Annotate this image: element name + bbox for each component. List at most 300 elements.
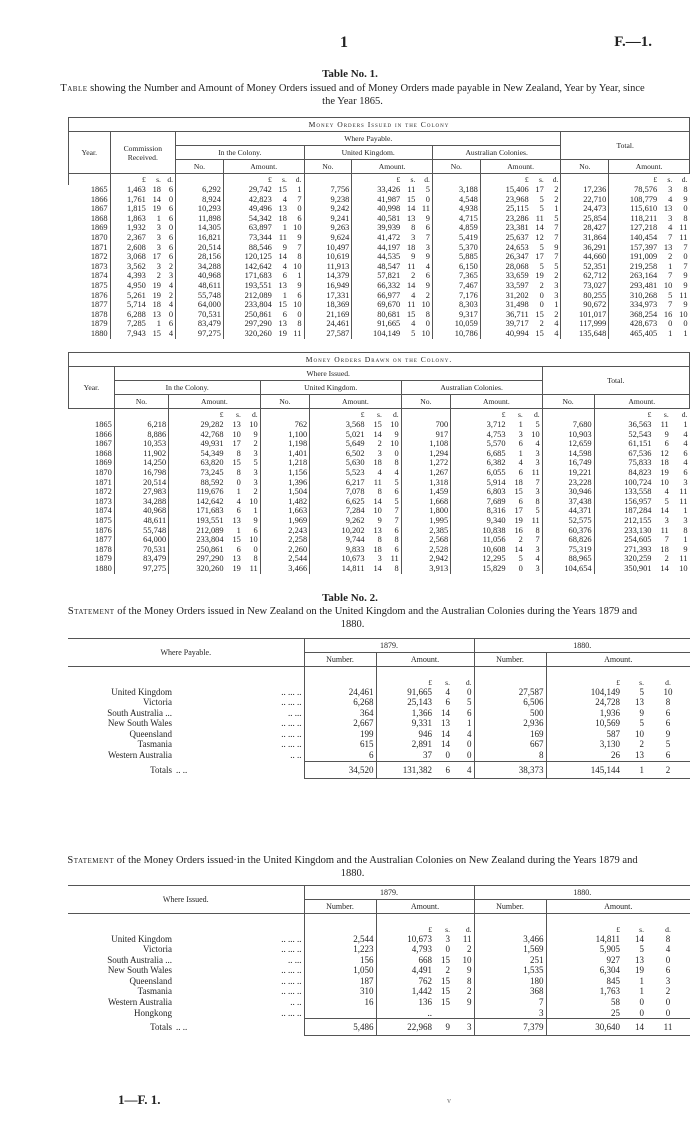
amount-pence: 9 bbox=[297, 280, 302, 290]
place-name: Tasmania bbox=[137, 986, 172, 997]
pence-1880: 9 bbox=[665, 728, 671, 739]
amount-pounds: 44,197 bbox=[352, 243, 402, 253]
amount-pounds: 293,481 bbox=[609, 281, 659, 291]
unit-pounds: £ bbox=[223, 174, 273, 186]
amount-pounds: 42,823 bbox=[223, 195, 273, 205]
table-row bbox=[69, 252, 690, 262]
amount-pence: 6 bbox=[425, 223, 430, 233]
place-name: South Australia ... bbox=[107, 954, 172, 965]
year-cell: 1877 bbox=[90, 300, 108, 310]
pounds-1879: 10,673 bbox=[376, 934, 434, 945]
amount-shillings: 19 bbox=[535, 271, 544, 281]
drawn-colony-header: In the Colony. bbox=[114, 381, 260, 395]
amount-shillings: 7 bbox=[668, 271, 673, 281]
amount-shillings: 7 bbox=[668, 232, 673, 242]
amount-shillings: 12 bbox=[535, 232, 544, 242]
pence-1879: 9 bbox=[467, 997, 472, 1008]
amount-shillings: 2 bbox=[411, 271, 416, 281]
number-1880: 251 bbox=[474, 955, 546, 966]
table-row bbox=[69, 468, 690, 478]
amount-pence: 9 bbox=[425, 280, 430, 290]
amount-shillings: 11 bbox=[373, 477, 382, 487]
unit-pounds: £ bbox=[546, 914, 622, 934]
amount-pence: 1 bbox=[297, 271, 302, 281]
total-number: 60,376 bbox=[542, 526, 594, 536]
table-row bbox=[69, 535, 690, 545]
leader-dots: .. ... .. bbox=[281, 944, 302, 955]
shillings-1879: 6 bbox=[445, 697, 451, 708]
table-row bbox=[69, 564, 690, 574]
issued-amount-header: Amount. bbox=[223, 160, 304, 174]
amount-shillings: 1 bbox=[282, 290, 287, 300]
amount-pounds: 6,055 bbox=[451, 468, 508, 478]
drawn-no-header: No. bbox=[542, 395, 594, 409]
colony-number: 97,275 bbox=[114, 564, 168, 574]
leader-dots: .. ... .. bbox=[281, 933, 302, 944]
amount-pence: 8 bbox=[394, 563, 399, 573]
colony-number: 11,898 bbox=[176, 214, 224, 224]
statement1-table bbox=[68, 638, 690, 779]
commission-pounds: 3,068 bbox=[110, 252, 148, 262]
uk-number: 1,663 bbox=[260, 506, 309, 516]
total-number: 12,659 bbox=[542, 439, 594, 449]
amount-shillings: 15 bbox=[373, 420, 382, 429]
amount-shillings: 2 bbox=[539, 319, 544, 329]
unit-pence: d. bbox=[665, 677, 671, 687]
drawn-amount-header: Amount. bbox=[594, 395, 689, 409]
amount-pounds: 108,779 bbox=[609, 195, 659, 205]
table-row bbox=[69, 458, 690, 468]
amount-shillings: 11 bbox=[278, 232, 287, 242]
pounds-1879: 25,143 bbox=[376, 697, 434, 708]
amount-pounds: 465,405 bbox=[609, 329, 659, 339]
amount-pounds: 119,676 bbox=[169, 487, 226, 497]
amount-pounds: 271,393 bbox=[594, 545, 653, 555]
total-pence: 11 bbox=[646, 1019, 690, 1036]
pence-1879: 11 bbox=[462, 933, 472, 944]
unit-pounds: £ bbox=[376, 914, 434, 934]
place-name: United Kingdom bbox=[111, 933, 172, 944]
amount-pence: 1 bbox=[683, 506, 688, 516]
amount-pence: 4 bbox=[425, 261, 430, 271]
total-number: 101,017 bbox=[561, 310, 609, 320]
total-number: 38,373 bbox=[474, 761, 546, 778]
total-pounds: 30,640 bbox=[546, 1019, 622, 1036]
pounds-1879: 9,331 bbox=[376, 718, 434, 729]
amount-pounds: 115,610 bbox=[609, 204, 659, 214]
amount-pence: 10 bbox=[679, 563, 688, 573]
amount-shillings: 16 bbox=[663, 309, 673, 319]
colony-number: 8,886 bbox=[114, 430, 168, 440]
table-row bbox=[68, 944, 690, 955]
drawn-section-header: Money Orders Drawn on the Colony. bbox=[69, 353, 690, 367]
amount-pounds: 6,382 bbox=[451, 458, 508, 468]
amount-shillings: 19 bbox=[514, 515, 523, 525]
amount-pounds: 42,768 bbox=[169, 430, 226, 440]
place-name: Queensland bbox=[129, 728, 172, 739]
amount-pounds: 49,931 bbox=[169, 439, 226, 449]
shillings-1880: 0 bbox=[639, 1007, 645, 1018]
table1-caption-text: showing the Number and Amount of Money Orders issued and of Money Orders made payable in New Zealand, Year by Year, since the Year 1865. bbox=[87, 83, 645, 107]
uk-number: 7,756 bbox=[304, 185, 352, 195]
amount-pounds: 4,753 bbox=[451, 430, 508, 440]
uk-number: 16,949 bbox=[304, 281, 352, 291]
uk-number: 2,243 bbox=[260, 526, 309, 536]
year-cell: 1875 bbox=[95, 515, 112, 525]
amount-shillings: 9 bbox=[411, 252, 416, 262]
number-1879: 187 bbox=[304, 976, 376, 987]
pence-1880: 8 bbox=[665, 933, 671, 944]
colony-number: 48,611 bbox=[176, 281, 224, 291]
colony-number: 83,479 bbox=[176, 319, 224, 329]
amount-shillings: 14 bbox=[373, 496, 382, 506]
amount-pence: 8 bbox=[253, 554, 258, 564]
amount-pounds: 88,546 bbox=[223, 243, 273, 253]
amount-pence: 10 bbox=[390, 439, 399, 449]
statement1-caption-lead: Statement bbox=[67, 606, 115, 617]
total-number: 34,520 bbox=[304, 761, 376, 778]
amount-shillings: 1 bbox=[518, 448, 523, 458]
table-row bbox=[69, 545, 690, 555]
year-cell: 1868 bbox=[95, 448, 112, 458]
amount-pence: 2 bbox=[554, 185, 559, 194]
amount-shillings: 15 bbox=[535, 328, 544, 338]
year-cell: 1879 bbox=[90, 319, 108, 329]
commission-pounds: 1,463 bbox=[110, 185, 148, 195]
amount-pounds: 297,290 bbox=[223, 319, 273, 329]
amount-shillings: 16 bbox=[514, 525, 523, 535]
issued-amount-header: Amount. bbox=[609, 160, 690, 174]
aus-number: 8,303 bbox=[432, 300, 480, 310]
year-cell: 1875 bbox=[90, 280, 108, 290]
amount-pounds: 191,009 bbox=[609, 252, 659, 262]
table-row bbox=[68, 955, 690, 966]
pounds-1880: 58 bbox=[546, 997, 622, 1008]
amount-pence: 0 bbox=[253, 544, 258, 554]
pence-1879 bbox=[452, 1008, 474, 1019]
drawn-uk-header: United Kingdom. bbox=[260, 381, 401, 395]
uk-number: 14,379 bbox=[304, 271, 352, 281]
table-row bbox=[68, 976, 690, 987]
amount-shillings: 3 bbox=[377, 448, 382, 458]
commission-shillings: 19 bbox=[152, 204, 161, 214]
amount-pounds: 25,637 bbox=[480, 233, 530, 243]
pence-1879: 0 bbox=[467, 750, 472, 761]
number-1879: 199 bbox=[304, 729, 376, 740]
issued-year-header: Year. bbox=[69, 132, 111, 174]
amount-pence: 3 bbox=[535, 487, 540, 497]
amount-shillings: 8 bbox=[236, 467, 241, 477]
uk-number: 21,169 bbox=[304, 310, 352, 320]
leader-dots: .. .. bbox=[290, 750, 302, 761]
shillings-1880: 5 bbox=[639, 944, 645, 955]
pence-1879: 8 bbox=[467, 975, 472, 986]
commission-shillings: 13 bbox=[152, 309, 161, 319]
amount-shillings: 11 bbox=[407, 185, 416, 194]
unit-shillings: s. bbox=[639, 924, 645, 934]
statement2-caption-lead: Statement bbox=[67, 855, 115, 866]
amount-header: Amount. bbox=[546, 900, 690, 914]
colony-number: 97,275 bbox=[176, 329, 224, 339]
amount-pence: 5 bbox=[554, 261, 559, 271]
aus-number: 10,059 bbox=[432, 319, 480, 329]
amount-pence: 5 bbox=[554, 213, 559, 223]
pence-1880: 8 bbox=[665, 697, 671, 708]
amount-shillings: 6 bbox=[236, 544, 241, 554]
total-number: 17,236 bbox=[561, 185, 609, 195]
table-row bbox=[68, 739, 690, 750]
uk-number: 9,624 bbox=[304, 233, 352, 243]
amount-pounds: 54,349 bbox=[169, 449, 226, 459]
issued-section-header: Money Orders Issued in the Colony bbox=[69, 118, 690, 132]
pounds-1879: 668 bbox=[376, 955, 434, 966]
page-footer: 1—F. 1. bbox=[118, 1092, 161, 1107]
amount-shillings: 10 bbox=[660, 477, 669, 487]
amount-shillings: 2 bbox=[518, 535, 523, 545]
aus-number: 1,459 bbox=[401, 487, 450, 497]
amount-pounds: 33,597 bbox=[480, 281, 530, 291]
document-code: F.—1. bbox=[614, 34, 652, 50]
amount-pence: 10 bbox=[249, 496, 258, 506]
aus-number: 1,294 bbox=[401, 449, 450, 459]
shillings-1879: 14 bbox=[441, 707, 451, 718]
year-cell: 1879 bbox=[95, 554, 112, 564]
pence-1880: 6 bbox=[665, 718, 671, 729]
pounds-1879: 1,366 bbox=[376, 708, 434, 719]
amount-pence: 8 bbox=[683, 185, 688, 194]
number-1879: 24,461 bbox=[304, 687, 376, 698]
colony-number: 14,305 bbox=[176, 223, 224, 233]
number-1880: 180 bbox=[474, 976, 546, 987]
amount-shillings: 8 bbox=[411, 223, 416, 233]
amount-pence: 2 bbox=[554, 194, 559, 204]
drawn-no-header: No. bbox=[114, 395, 168, 409]
amount-shillings: 9 bbox=[282, 242, 287, 252]
drawn-table bbox=[68, 352, 690, 574]
amount-pence: 10 bbox=[679, 309, 688, 319]
amount-pounds: 49,496 bbox=[223, 204, 273, 214]
number-1880: 500 bbox=[474, 708, 546, 719]
amount-pence: 3 bbox=[683, 515, 688, 525]
pence-1880: 6 bbox=[665, 750, 671, 761]
amount-pounds: 133,558 bbox=[594, 487, 653, 497]
table-row bbox=[69, 329, 690, 339]
pence-1880: 6 bbox=[665, 707, 671, 718]
amount-pence: 9 bbox=[425, 213, 430, 223]
unit-pounds: £ bbox=[609, 174, 659, 186]
colony-number: 48,611 bbox=[114, 516, 168, 526]
statement2-caption-text: of the Money Orders issued·in the United Kingdom and the Australian Colonies on New Zealand during the Years 1879 and 1880. bbox=[114, 855, 638, 879]
pounds-1880: 5,905 bbox=[546, 944, 622, 955]
amount-shillings: 4 bbox=[236, 496, 241, 506]
amount-pounds: 3,568 bbox=[310, 420, 367, 430]
colony-number: 16,798 bbox=[114, 468, 168, 478]
amount-pounds: 297,290 bbox=[169, 554, 226, 564]
commission-pence: 0 bbox=[168, 309, 174, 319]
amount-pence: 9 bbox=[253, 515, 258, 525]
pounds-1879: 2,891 bbox=[376, 739, 434, 750]
colony-number: 10,353 bbox=[114, 439, 168, 449]
amount-pence: 5 bbox=[253, 458, 258, 468]
table-row bbox=[68, 718, 690, 729]
where-payable-header: Where Payable. bbox=[68, 639, 304, 667]
shillings-1879: 0 bbox=[445, 944, 451, 955]
pounds-1880: 845 bbox=[546, 976, 622, 987]
aus-number: 5,885 bbox=[432, 252, 480, 262]
commission-pounds: 2,367 bbox=[110, 233, 148, 243]
unit-pounds: £ bbox=[310, 409, 367, 421]
pence-1880: 0 bbox=[665, 997, 671, 1008]
amount-pence: 6 bbox=[394, 487, 399, 497]
amount-pence: 0 bbox=[297, 309, 302, 319]
amount-pounds: 29,742 bbox=[223, 185, 273, 195]
number-1880: 3 bbox=[474, 1008, 546, 1019]
commission-shillings: 1 bbox=[156, 319, 161, 329]
pounds-1880: 10,569 bbox=[546, 718, 622, 729]
table-row bbox=[68, 1008, 690, 1019]
aus-number: 2,942 bbox=[401, 554, 450, 564]
aus-number: 1,267 bbox=[401, 468, 450, 478]
commission-pence: 2 bbox=[168, 261, 174, 271]
amount-pounds: 40,994 bbox=[480, 329, 530, 339]
pounds-1879: 762 bbox=[376, 976, 434, 987]
amount-pounds: 11,056 bbox=[451, 535, 508, 545]
colony-number: 40,968 bbox=[114, 506, 168, 516]
amount-shillings: 2 bbox=[664, 554, 669, 564]
amount-shillings: 14 bbox=[373, 563, 382, 573]
amount-pence: 11 bbox=[679, 232, 688, 242]
commission-pounds: 1,932 bbox=[110, 223, 148, 233]
unit-pence: d. bbox=[424, 175, 430, 184]
number-1879: 2,667 bbox=[304, 718, 376, 729]
colony-number: 28,156 bbox=[176, 252, 224, 262]
colony-number: 64,000 bbox=[176, 300, 224, 310]
pounds-1880: 26 bbox=[546, 750, 622, 761]
amount-shillings: 18 bbox=[406, 242, 416, 252]
drawn-total-header: Total. bbox=[542, 367, 689, 395]
amount-pence: 7 bbox=[554, 223, 559, 233]
aus-number: 1,272 bbox=[401, 458, 450, 468]
units-row bbox=[68, 667, 690, 687]
number-1880: 1,535 bbox=[474, 965, 546, 976]
total-number: 52,351 bbox=[561, 262, 609, 272]
commission-pence: 6 bbox=[168, 204, 174, 214]
issued-amount-header: Amount. bbox=[352, 160, 433, 174]
amount-pounds: 5,649 bbox=[310, 439, 367, 449]
amount-pence: 7 bbox=[683, 242, 688, 252]
issued-where-payable-header: Where Payable. bbox=[176, 132, 561, 146]
table-row bbox=[69, 420, 690, 430]
table-row bbox=[68, 997, 690, 1008]
uk-number: 1,396 bbox=[260, 478, 309, 488]
year-cell: 1873 bbox=[95, 496, 112, 506]
amount-pence: 6 bbox=[297, 213, 302, 223]
amount-pounds: 12,295 bbox=[451, 554, 508, 564]
shillings-1879: 14 bbox=[441, 728, 451, 739]
amount-pounds: 100,724 bbox=[594, 478, 653, 488]
amount-pence: 4 bbox=[683, 458, 688, 468]
amount-shillings: 11 bbox=[407, 300, 416, 310]
shillings-1879: 14 bbox=[441, 739, 451, 750]
total-number: 73,027 bbox=[561, 281, 609, 291]
commission-pence: 4 bbox=[168, 328, 174, 338]
amount-pence: 11 bbox=[390, 554, 399, 564]
amount-pounds: 350,901 bbox=[594, 564, 653, 574]
amount-pounds: 187,284 bbox=[594, 506, 653, 516]
shillings-1880: 9 bbox=[639, 707, 645, 718]
pence-1879: 0 bbox=[467, 686, 472, 697]
amount-shillings: 11 bbox=[535, 213, 544, 223]
amount-pounds: 233,130 bbox=[594, 526, 653, 536]
aus-number: 700 bbox=[401, 420, 450, 430]
shillings-1879: 15 bbox=[441, 997, 451, 1008]
total-number: 31,864 bbox=[561, 233, 609, 243]
amount-pence: 4 bbox=[554, 319, 559, 329]
unit-shillings: s. bbox=[667, 175, 673, 184]
amount-pounds: 69,670 bbox=[352, 300, 402, 310]
amount-shillings: 19 bbox=[278, 328, 287, 338]
number-1880: 2,936 bbox=[474, 718, 546, 729]
amount-shillings: 13 bbox=[663, 204, 673, 214]
footer-mark: v bbox=[447, 1096, 451, 1105]
amount-pounds: 7,078 bbox=[310, 487, 367, 497]
amount-pounds: 5,914 bbox=[451, 478, 508, 488]
total-number: 5,486 bbox=[304, 1019, 376, 1036]
aus-number: 5,419 bbox=[432, 233, 480, 243]
amount-pounds: 10,838 bbox=[451, 526, 508, 536]
commission-pence: 6 bbox=[168, 252, 174, 262]
amount-pence: 9 bbox=[683, 280, 688, 290]
amount-pence: 10 bbox=[293, 261, 302, 271]
number-header: Number. bbox=[304, 900, 376, 914]
commission-shillings: 14 bbox=[152, 194, 161, 204]
amount-pence: 3 bbox=[554, 280, 559, 290]
statement2-caption bbox=[60, 854, 645, 880]
year-cell: 1865 bbox=[90, 185, 108, 194]
amount-shillings: 0 bbox=[539, 300, 544, 310]
amount-pounds: 9,340 bbox=[451, 516, 508, 526]
commission-pence: 4 bbox=[168, 300, 174, 310]
amount-shillings: 5 bbox=[539, 194, 544, 204]
year-cell: 1871 bbox=[95, 477, 112, 487]
unit-pounds: £ bbox=[376, 667, 434, 687]
amount-shillings: 10 bbox=[373, 506, 382, 516]
amount-pence: 8 bbox=[297, 252, 302, 262]
amount-pounds: 36,563 bbox=[594, 420, 653, 430]
uk-number: 1,156 bbox=[260, 468, 309, 478]
amount-pence: 0 bbox=[425, 319, 430, 329]
amount-pence: 1 bbox=[253, 506, 258, 516]
amount-pounds: 233,804 bbox=[223, 300, 273, 310]
amount-shillings: 12 bbox=[660, 448, 669, 458]
unit-pence: d. bbox=[295, 175, 302, 184]
amount-pounds: 310,268 bbox=[609, 291, 659, 301]
uk-number: 11,913 bbox=[304, 262, 352, 272]
commission-pence: 6 bbox=[168, 232, 174, 242]
total-pence: 2 bbox=[646, 761, 690, 778]
year-cell: 1866 bbox=[90, 194, 108, 204]
amount-pence: 10 bbox=[249, 535, 258, 545]
unit-shillings: s. bbox=[538, 175, 544, 184]
issued-table bbox=[68, 117, 690, 339]
total-number: 28,427 bbox=[561, 223, 609, 233]
leader-dots: .. ... .. bbox=[281, 739, 302, 750]
amount-shillings: 13 bbox=[232, 515, 241, 525]
amount-shillings: 5 bbox=[539, 204, 544, 214]
amount-pounds: 5,630 bbox=[310, 458, 367, 468]
total-pounds: 145,144 bbox=[546, 761, 622, 778]
aus-number: 1,318 bbox=[401, 478, 450, 488]
